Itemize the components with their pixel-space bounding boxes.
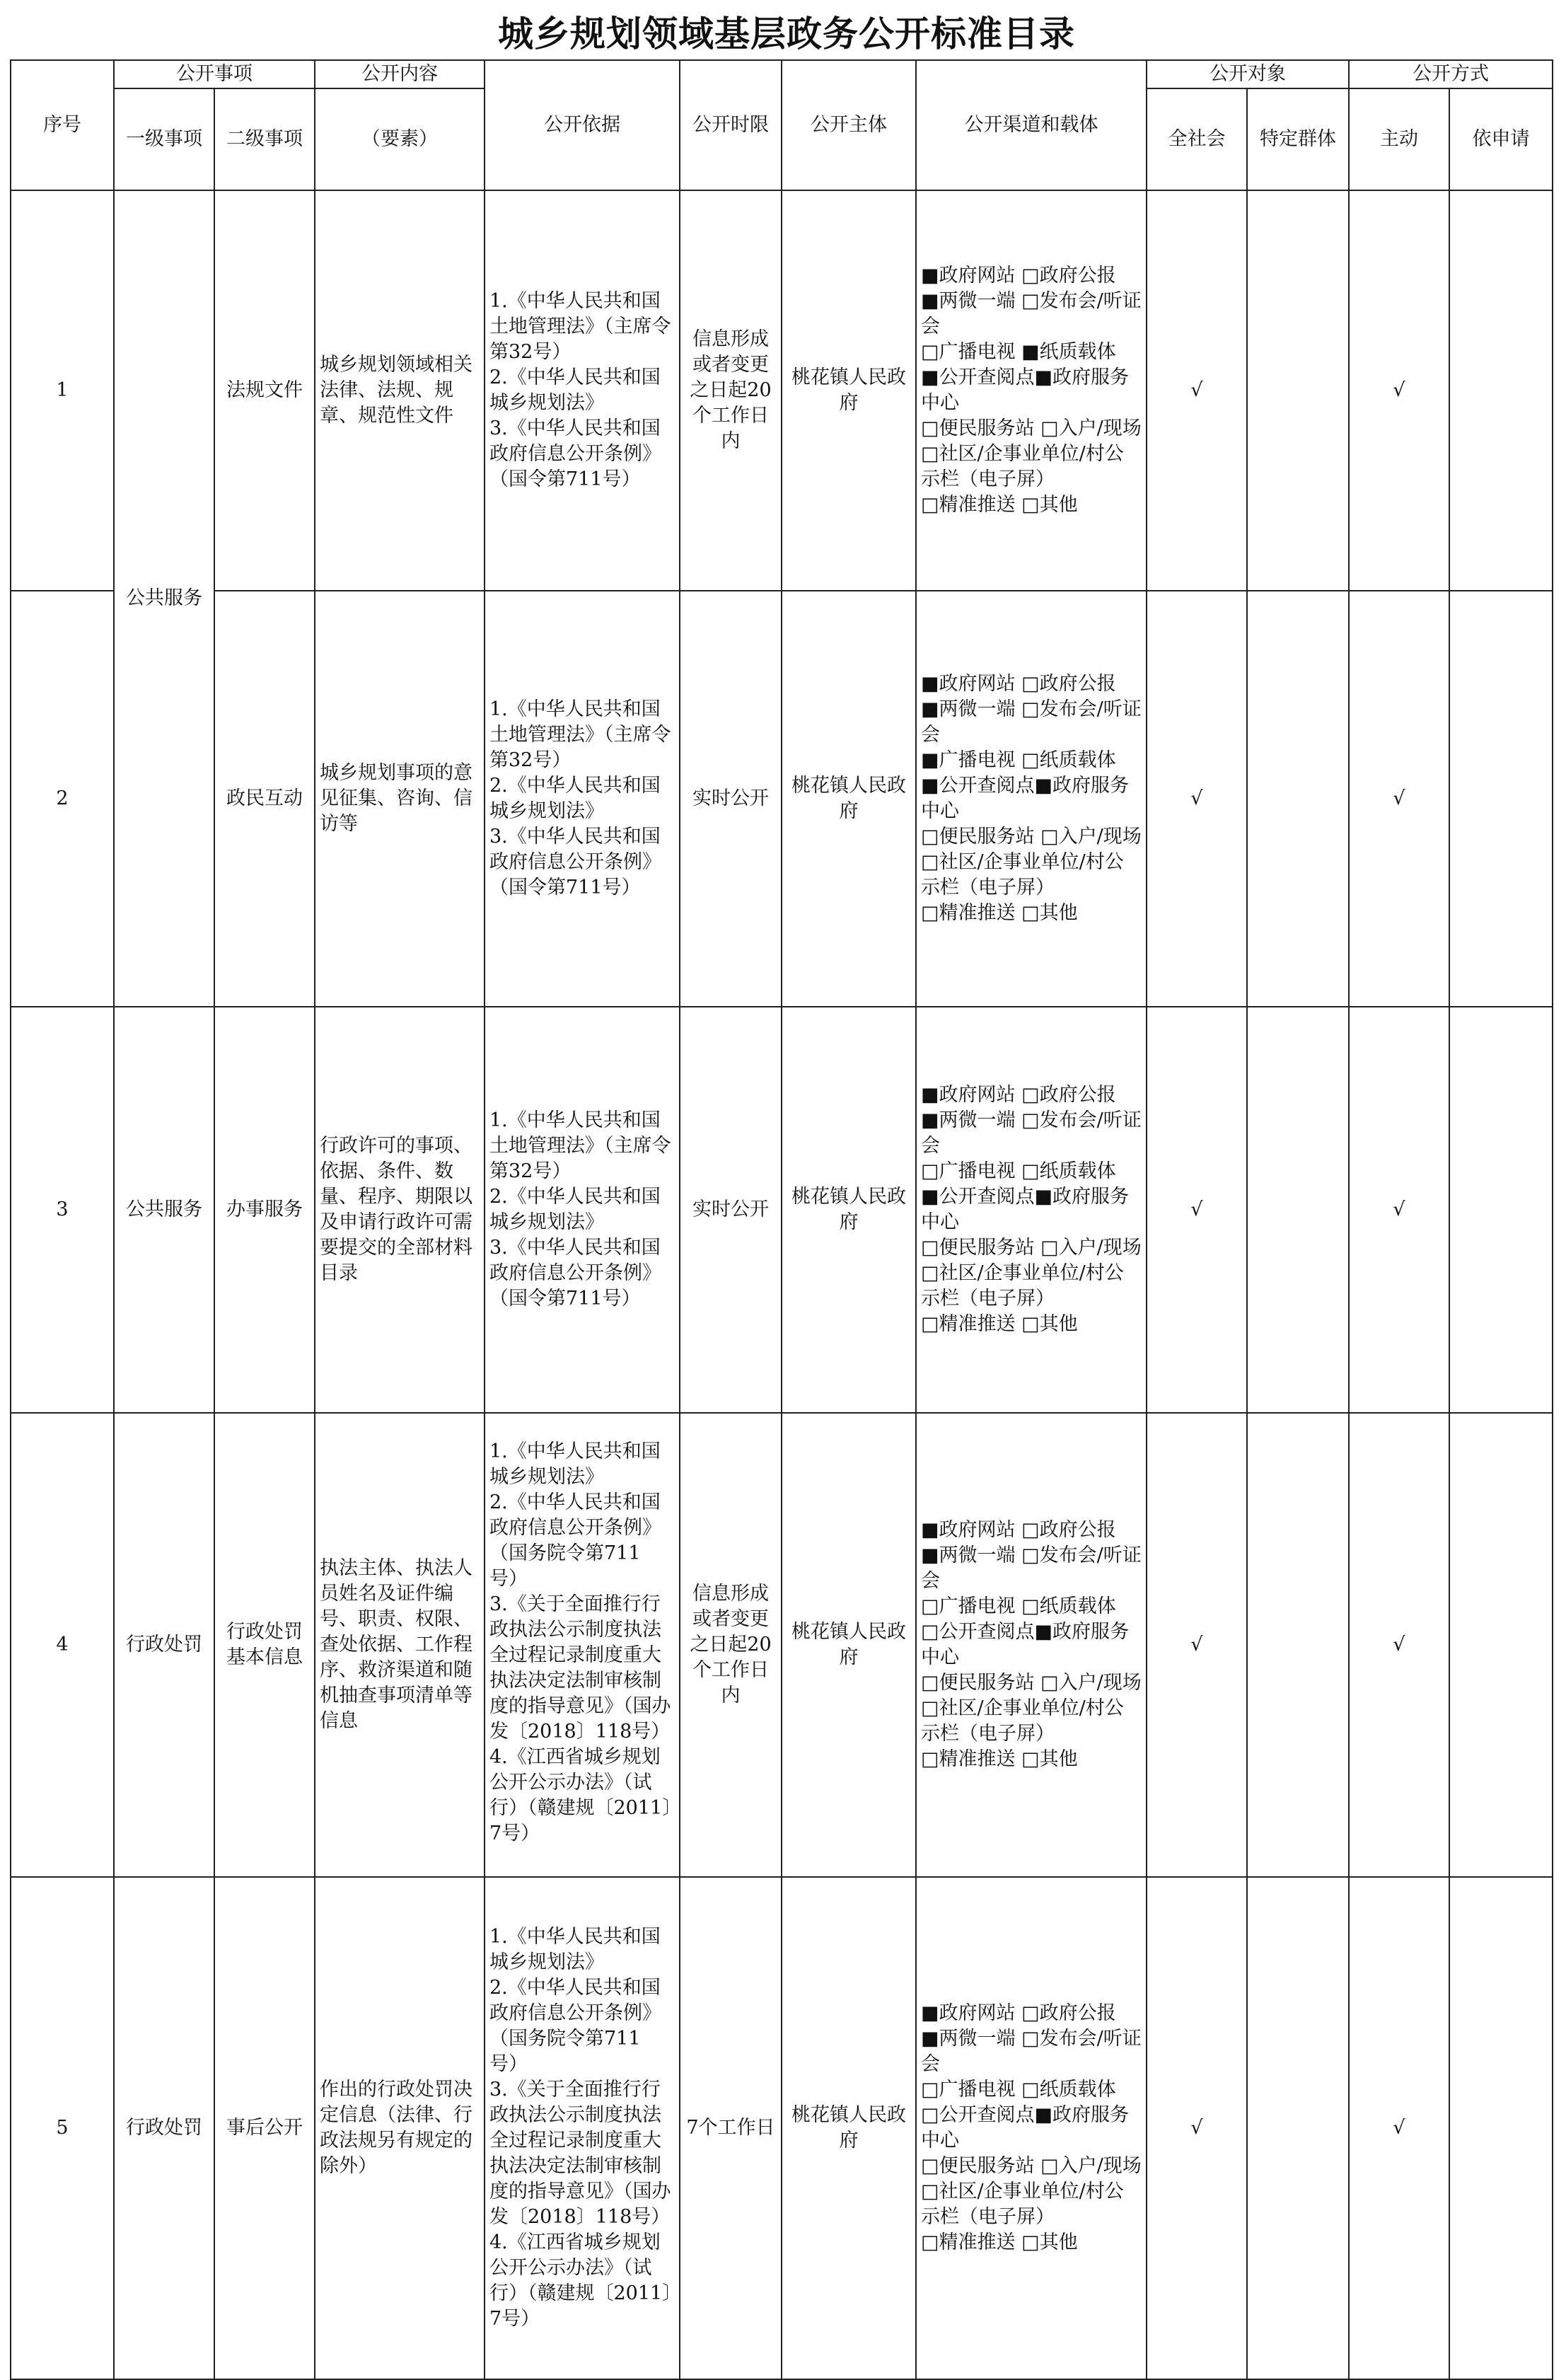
table-row xyxy=(11,1413,1553,1877)
header-elements: （要素） xyxy=(315,88,485,190)
cell-level1-merged: 公共服务 xyxy=(114,190,214,1007)
header-content: 公开内容 xyxy=(315,60,485,88)
header-level2: 二级事项 xyxy=(214,88,315,190)
header-specific-group: 特定群体 xyxy=(1247,88,1349,190)
cell-active: √ xyxy=(1349,1413,1449,1877)
cell-subject: 桃花镇人民政府 xyxy=(782,1877,916,2379)
cell-time-limit: 信息形成或者变更之日起20个工作日内 xyxy=(680,1413,782,1877)
cell-all-society: √ xyxy=(1147,1007,1247,1413)
cell-basis: 1.《中华人民共和国城乡规划法》 2.《中华人民共和国政府信息公开条例》（国务院令第711号） 3.《关于全面推行行政执法公示制度执法全过程记录制度重大执法决定法制审核制度的指导意见》（国办发〔2018〕118号） 4.《江西省城乡规划公开公示办法》（试行）（赣建规〔2011〕7号） xyxy=(485,1877,680,2379)
header-subject: 公开主体 xyxy=(782,60,916,190)
cell-level1: 行政处罚 xyxy=(114,1877,214,2379)
cell-level1: 行政处罚 xyxy=(114,1413,214,1877)
cell-basis-text: 1.《中华人民共和国城乡规划法》 2.《中华人民共和国政府信息公开条例》（国务院令第711号） 3.《关于全面推行行政执法公示制度执法全过程记录制度重大执法决定法制审核制度的指导意见》（国办发〔2018〕118号） 4.《江西省城乡规划公开公示办法》（试行）（赣建规〔2011〕7号） xyxy=(489,1440,672,1844)
cell-subject: 桃花镇人民政府 xyxy=(782,591,916,1007)
header-level1: 一级事项 xyxy=(114,88,214,190)
header-active: 主动 xyxy=(1349,88,1449,190)
cell-seq: 1 xyxy=(11,190,114,591)
cell-time-limit: 7个工作日 xyxy=(680,1877,782,2379)
cell-specific-group xyxy=(1247,1877,1349,2379)
header-seq: 序号 xyxy=(11,60,114,190)
cell-content: 行政许可的事项、依据、条件、数量、程序、期限以及申请行政许可需要提交的全部材料目录 xyxy=(315,1007,485,1413)
cell-all-society: √ xyxy=(1147,1877,1247,2379)
cell-content: 城乡规划领域相关法律、法规、规章、规范性文件 xyxy=(315,190,485,591)
table-row xyxy=(11,1877,1553,2379)
cell-active: √ xyxy=(1349,1877,1449,2379)
header-items: 公开事项 xyxy=(114,60,315,88)
cell-basis: 1.《中华人民共和国土地管理法》（主席令第32号） 2.《中华人民共和国城乡规划法》 3.《中华人民共和国政府信息公开条例》（国令第711号） xyxy=(485,1007,680,1413)
cell-level2: 事后公开 xyxy=(214,1877,315,2379)
cell-basis xyxy=(485,1413,680,1877)
cell-on-request xyxy=(1449,1007,1553,1413)
cell-content: 作出的行政处罚决定信息（法律、行政法规另有规定的除外） xyxy=(315,1877,485,2379)
cell-on-request xyxy=(1449,591,1553,1007)
cell-content: 城乡规划事项的意见征集、咨询、信访等 xyxy=(315,591,485,1007)
cell-time-limit: 实时公开 xyxy=(680,1007,782,1413)
header-time-limit: 公开时限 xyxy=(680,60,782,190)
cell-seq: 5 xyxy=(11,1877,114,2379)
header-audience: 公开对象 xyxy=(1147,60,1349,88)
cell-channels: ■政府网站 □政府公报 ■两微一端 □发布会/听证会 □广播电视 ■纸质载体 ■公开查阅点■政府服务中心 □便民服务站 □入户/现场 □社区/企事业单位/村公示栏（电子屏） □精准推送 □其他 xyxy=(916,190,1147,591)
table-row xyxy=(11,1007,1553,1413)
cell-active: √ xyxy=(1349,591,1449,1007)
header-method: 公开方式 xyxy=(1349,60,1553,88)
cell-all-society: √ xyxy=(1147,1413,1247,1877)
cell-subject: 桃花镇人民政府 xyxy=(782,1007,916,1413)
header-channels: 公开渠道和载体 xyxy=(916,60,1147,190)
cell-seq: 2 xyxy=(11,591,114,1007)
cell-all-society: √ xyxy=(1147,591,1247,1007)
cell-seq: 4 xyxy=(11,1413,114,1877)
cell-level2: 法规文件 xyxy=(214,190,315,591)
cell-on-request xyxy=(1449,190,1553,591)
cell-specific-group xyxy=(1247,190,1349,591)
cell-time-limit: 信息形成或者变更之日起20个工作日内 xyxy=(680,190,782,591)
cell-all-society: √ xyxy=(1147,190,1247,591)
cell-on-request xyxy=(1449,1877,1553,2379)
cell-channels: ■政府网站 □政府公报 ■两微一端 □发布会/听证会 □广播电视 □纸质载体 □公开查阅点■政府服务中心 □便民服务站 □入户/现场 □社区/企事业单位/村公示栏（电子屏） □精准推送 □其他 xyxy=(916,1413,1147,1877)
cell-channels: ■政府网站 □政府公报 ■两微一端 □发布会/听证会 □广播电视 □纸质载体 □公开查阅点■政府服务中心 □便民服务站 □入户/现场 □社区/企事业单位/村公示栏（电子屏） □精准推送 □其他 xyxy=(916,1877,1147,2379)
cell-level2: 行政处罚基本信息 xyxy=(214,1413,315,1877)
cell-specific-group xyxy=(1247,1007,1349,1413)
cell-active: √ xyxy=(1349,190,1449,591)
cell-subject: 桃花镇人民政府 xyxy=(782,1413,916,1877)
cell-level2: 办事服务 xyxy=(214,1007,315,1413)
cell-subject: 桃花镇人民政府 xyxy=(782,190,916,591)
cell-specific-group xyxy=(1247,591,1349,1007)
header-row-1 xyxy=(11,60,1553,88)
cell-specific-group xyxy=(1247,1413,1349,1877)
header-basis: 公开依据 xyxy=(485,60,680,190)
catalog-table xyxy=(10,59,1553,2380)
cell-seq: 3 xyxy=(11,1007,114,1413)
page-title: 城乡规划领域基层政务公开标准目录 xyxy=(498,13,1075,54)
cell-level1: 公共服务 xyxy=(114,1007,214,1413)
cell-level2: 政民互动 xyxy=(214,591,315,1007)
cell-time-limit: 实时公开 xyxy=(680,591,782,1007)
cell-on-request xyxy=(1449,1413,1553,1877)
cell-channels: ■政府网站 □政府公报 ■两微一端 □发布会/听证会 □广播电视 □纸质载体 ■公开查阅点■政府服务中心 □便民服务站 □入户/现场 □社区/企事业单位/村公示栏（电子屏） □精准推送 □其他 xyxy=(916,1007,1147,1413)
cell-channels: ■政府网站 □政府公报 ■两微一端 □发布会/听证会 ■广播电视 □纸质载体 ■公开查阅点■政府服务中心 □便民服务站 □入户/现场 □社区/企事业单位/村公示栏（电子屏） □精准推送 □其他 xyxy=(916,591,1147,1007)
table-row xyxy=(11,591,1553,1007)
cell-active: √ xyxy=(1349,1007,1449,1413)
cell-content: 执法主体、执法人员姓名及证件编号、职责、权限、查处依据、工作程序、救济渠道和随机抽查事项清单等信息 xyxy=(315,1413,485,1877)
cell-basis: 1.《中华人民共和国土地管理法》（主席令第32号） 2.《中华人民共和国城乡规划法》 3.《中华人民共和国政府信息公开条例》（国令第711号） xyxy=(485,591,680,1007)
header-all-society: 全社会 xyxy=(1147,88,1247,190)
cell-basis: 1.《中华人民共和国土地管理法》（主席令第32号） 2.《中华人民共和国城乡规划法》 3.《中华人民共和国政府信息公开条例》（国令第711号） xyxy=(485,190,680,591)
header-on-request: 依申请 xyxy=(1449,88,1553,190)
table-row xyxy=(11,190,1553,591)
